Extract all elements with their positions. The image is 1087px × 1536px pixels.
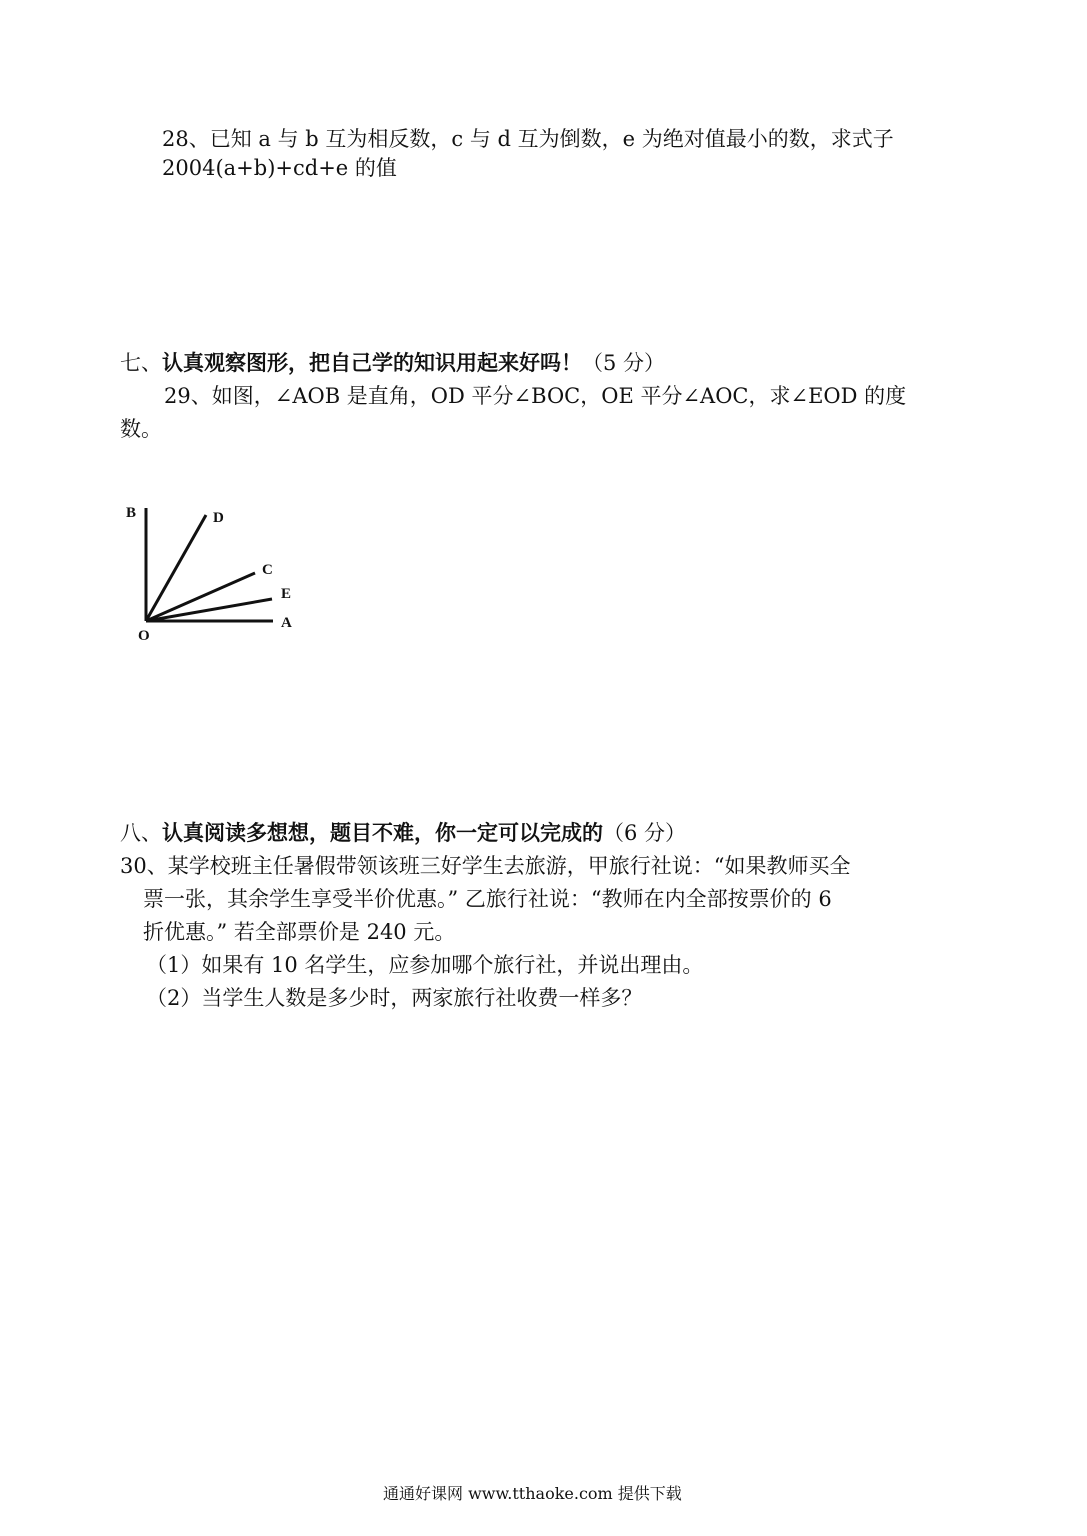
label-d: D	[213, 510, 224, 526]
angle-figure	[0, 0, 320, 660]
page-footer: 通通好课网 www.tthaoke.com 提供下载	[383, 1484, 682, 1503]
q29-line-1: 29、如图，∠AOB 是直角，OD 平分∠BOC，OE 平分∠AOC，求∠EOD 的度	[164, 384, 907, 408]
q30-subquestion-1: （1）如果有 10 名学生，应参加哪个旅行社，并说出理由。	[146, 953, 704, 977]
q30-line-3: 折优惠。” 若全部票价是 240 元。	[143, 920, 456, 944]
ray-oe	[146, 599, 272, 621]
label-o: O	[138, 628, 150, 644]
q28-line-1: 28、已知 a 与 b 互为相反数，c 与 d 互为倒数，e 为绝对值最小的数，求式子	[162, 127, 894, 151]
q30-line-2: 票一张，其余学生享受半价优惠。” 乙旅行社说：“教师在内全部按票价的 6	[143, 887, 832, 911]
section-8-heading	[120, 818, 686, 848]
section-8-title: 认真阅读多想想，题目不难，你一定可以完成的	[162, 820, 603, 845]
section-7-title: 认真观察图形，把自己学的知识用起来好吗！	[162, 350, 582, 375]
section-8-prefix: 八、	[120, 821, 162, 845]
q30-subquestion-2: （2）当学生人数是多少时，两家旅行社收费一样多？	[146, 986, 643, 1010]
q28-line-2: 2004(a+b)+cd+e 的值	[162, 156, 397, 180]
label-a: A	[281, 615, 292, 631]
label-e: E	[281, 586, 292, 602]
q29-line-2: 数。	[120, 417, 162, 441]
section-7-score: （5 分）	[582, 351, 666, 375]
ray-od	[146, 515, 206, 621]
section-8-score: （6 分）	[603, 821, 687, 845]
ray-oc	[146, 573, 255, 621]
label-c: C	[262, 562, 273, 578]
section-7-prefix: 七、	[120, 351, 162, 375]
label-b: B	[126, 505, 137, 521]
q30-line-1: 30、某学校班主任暑假带领该班三好学生去旅游，甲旅行社说：“如果教师买全	[120, 854, 851, 878]
